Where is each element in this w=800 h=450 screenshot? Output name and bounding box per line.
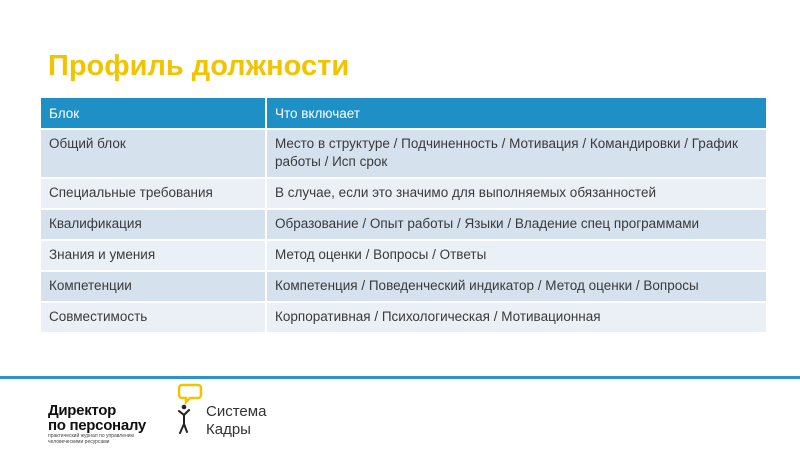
table-row <box>41 241 766 270</box>
table-row <box>41 272 766 301</box>
table-row <box>41 210 766 239</box>
block-cell: Специальные требования <box>41 179 267 208</box>
slide-title: Профиль должности <box>48 50 350 82</box>
table-row <box>41 179 766 208</box>
director-po-personalu-logo <box>48 403 148 445</box>
block-cell: Квалификация <box>41 210 267 239</box>
person-speech-bubble-icon <box>178 383 204 443</box>
logo-line-2: по персоналу <box>48 417 146 434</box>
includes-cell: В случае, если это значимо для выполняемых обязанностей <box>267 179 766 208</box>
includes-cell: Компетенция / Поведенческий индикатор / Метод оценки / Вопросы <box>267 272 766 301</box>
table-header-row <box>41 98 766 128</box>
logo-text-line-1: Система <box>206 403 267 420</box>
logo-tagline: практический журнал по управлению человеческими ресурсами <box>48 433 135 445</box>
block-cell: Общий блок <box>41 130 267 177</box>
block-cell: Совместимость <box>41 303 267 332</box>
header-block: Блок <box>41 98 267 128</box>
logo-text <box>206 403 266 439</box>
table-row <box>41 130 766 177</box>
job-profile-table <box>41 96 766 334</box>
table-row <box>41 303 766 332</box>
logo-line-1: Директор <box>48 402 116 419</box>
header-includes: Что включает <box>267 98 766 128</box>
includes-cell: Образование / Опыт работы / Языки / Владение спец программами <box>267 210 766 239</box>
logo-text-line-2: Кадры <box>206 421 251 438</box>
includes-cell: Место в структуре / Подчиненность / Мотивация / Командировки / График работы / Исп срок <box>267 130 766 177</box>
block-cell: Компетенции <box>41 272 267 301</box>
includes-cell: Корпоративная / Психологическая / Мотивационная <box>267 303 766 332</box>
block-cell: Знания и умения <box>41 241 267 270</box>
footer-divider <box>0 376 800 379</box>
includes-cell: Метод оценки / Вопросы / Ответы <box>267 241 766 270</box>
